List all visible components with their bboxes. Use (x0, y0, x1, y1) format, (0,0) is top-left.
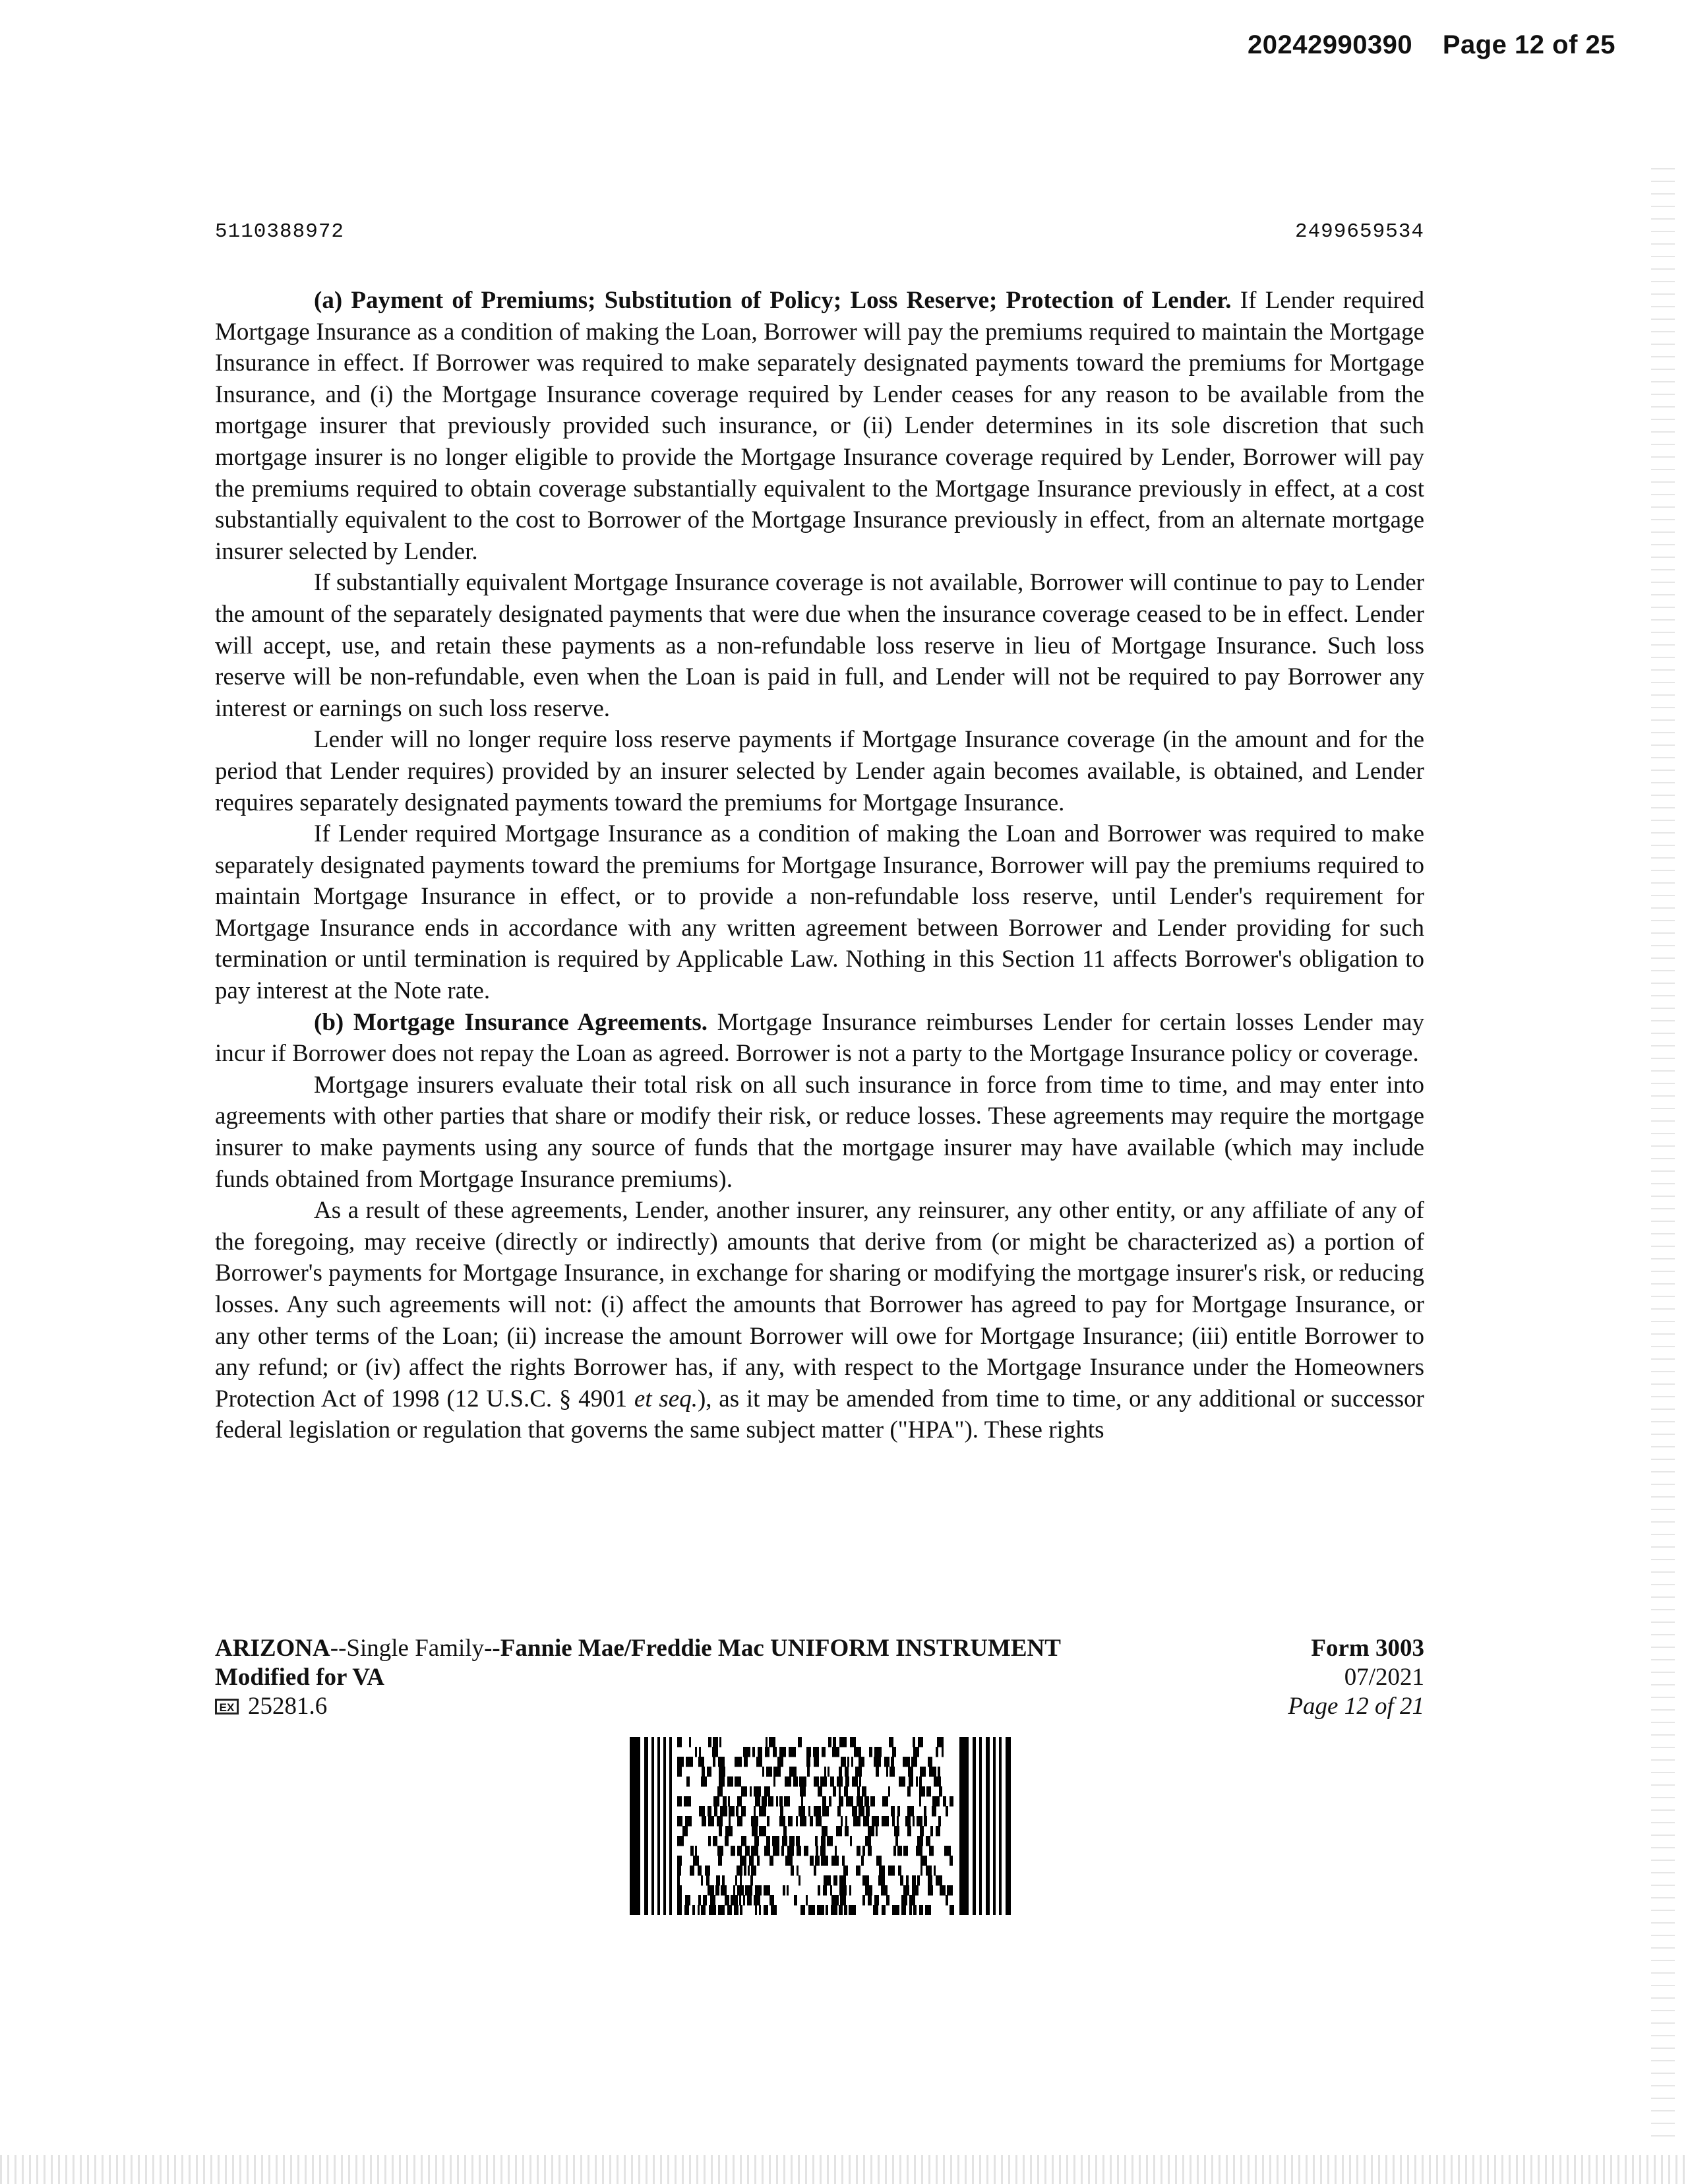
ex-form-icon: EX (215, 1699, 239, 1714)
footer-instrument-block (215, 1634, 1061, 1721)
paragraph-mortgage-insurance-agreements: (b) Mortgage Insurance Agreements. Mortgage Insurance reimburses Lender for certain losses Lender may incur if Borrower does not repay the Loan as agreed. Borrower is not a party to the Mortgage Insurance policy or coverage. (215, 1008, 1424, 1068)
form-footer (215, 1634, 1424, 1721)
footer-doc-code-line (215, 1692, 1061, 1721)
footer-doc-code: 25281.6 (248, 1693, 328, 1720)
footer-form-page: Page 12 of 21 (1288, 1693, 1424, 1720)
footer-form-date: 07/2021 (1344, 1664, 1424, 1691)
paragraph-loss-reserve: If substantially equivalent Mortgage Insurance coverage is not available, Borrower will continue to pay to Lender the amount of the separately designated payments that were due when the insurance coverage ceased to be in effect. Lender will accept, use, and retain these payments as a non-refundable loss reserve in lieu of Mortgage Insurance. Such loss reserve will be non-refundable, even when the Loan is paid in full, and Lender will not be required to pay Borrower any interest or earnings on such loss reserve. (215, 569, 1424, 722)
footer-instrument-line: ARIZONA--Single Family--Fannie Mae/Freddie Mac UNIFORM INSTRUMENT (215, 1635, 1061, 1662)
paragraph-premium-requirement: If Lender required Mortgage Insurance as a condition of making the Loan and Borrower was required to make separately designated payments toward the premiums for Mortgage Insurance, Borrower will pay the premiums required to maintain Mortgage Insurance in effect, or to provide a non-refundable loss reserve, until Lender's requirement for Mortgage Insurance ends in accordance with any written agreement between Borrower and Lender providing for such termination or until termination is required by Applicable Law. Nothing in this Section 11 affects Borrower's obligation to pay interest at the Note rate. (215, 820, 1424, 1005)
document-body (215, 285, 1424, 1446)
footer-modified-line: Modified for VA (215, 1664, 384, 1691)
paragraph-payment-of-premiums: (a) Payment of Premiums; Substitution of Policy; Loss Reserve; Protection of Lender. If Lender required Mortgage Insurance as a condition of making the Loan, Borrower will pay the premiums required to maintain the Mortgage Insurance in effect. If Borrower was required to make separately designated payments toward the premiums for Mortgage Insurance, and (i) the Mortgage Insurance coverage required by Lender ceases for any reason to be available from the mortgage insurer that previously provided such insurance, or (ii) Lender determines in its sole discretion that such mortgage insurer is no longer eligible to provide the Mortgage Insurance coverage required by Lender, Borrower will pay the premiums required to obtain coverage substantially equivalent to the Mortgage Insurance previously in effect, at a cost substantially equivalent to the cost to Borrower of the Mortgage Insurance previously in effect, from an alternate mortgage insurer selected by Lender. (215, 287, 1424, 565)
section-heading-b: (b) Mortgage Insurance Agreements. (314, 1008, 708, 1036)
recording-header (1248, 30, 1615, 60)
paragraph-agreement-effects: As a result of these agreements, Lender, another insurer, any reinsurer, any other entity, or any affiliate of any of the foregoing, may receive (directly or indirectly) amounts that derive from (or might be characterized as) a portion of Borrower's payments for Mortgage Insurance, in exchange for sharing or modifying the mortgage insurer's risk, or reducing losses. Any such agreements will not: (i) affect the amounts that Borrower has agreed to pay for Mortgage Insurance, or any other terms of the Loan; (ii) increase the amount Borrower will owe for Mortgage Insurance; (iii) entitle Borrower to any refund; or (iv) affect the rights Borrower has, if any, with respect to the Mortgage Insurance under the Homeowners Protection Act of 1998 (12 U.S.C. § 4901 et seq.), as it may be amended from time to time, or any additional or successor federal legislation or regulation that governs the same subject matter ("HPA"). These rights (215, 1197, 1424, 1444)
recording-page-label: Page 12 of 25 (1442, 30, 1615, 59)
loan-number-row (215, 220, 1424, 243)
paragraph-insurer-risk: Mortgage insurers evaluate their total risk on all such insurance in force from time to time, and may enter into agreements with other parties that share or modify their risk, or reduce losses. These agreements may require the mortgage insurer to make payments using any source of funds that the mortgage insurer may have available (which may include funds obtained from Mortgage Insurance premiums). (215, 1071, 1424, 1193)
recording-number: 20242990390 (1247, 30, 1413, 59)
scan-bottom-noise (0, 2155, 1688, 2184)
loan-number-right: 2499659534 (1294, 220, 1424, 243)
loan-number-left: 5110388972 (215, 220, 345, 243)
pdf417-barcode (630, 1737, 1012, 1915)
scan-edge-noise (1651, 158, 1675, 2137)
paragraph-loss-reserve-end: Lender will no longer require loss reserve payments if Mortgage Insurance coverage (in the amount and for the period that Lender requires) provided by an insurer selected by Lender again becomes available, is obtained, and Lender requires separately designated payments toward the premiums for Mortgage Insurance. (215, 726, 1424, 816)
footer-form-number: Form 3003 (1311, 1635, 1424, 1662)
footer-form-block (1288, 1634, 1424, 1721)
section-heading-a: (a) Payment of Premiums; Substitution of Policy; Loss Reserve; Protection of Lender. (314, 287, 1232, 314)
